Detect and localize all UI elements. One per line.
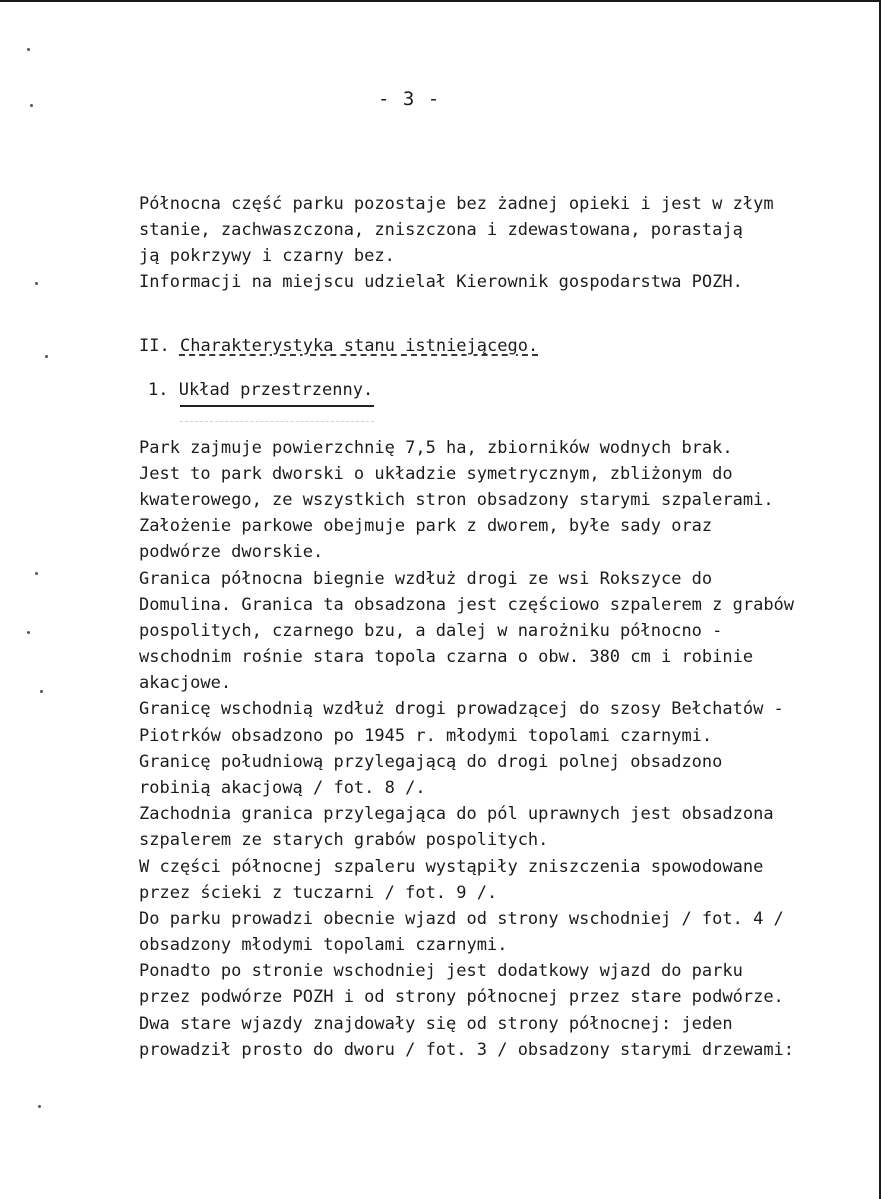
subsection-heading bbox=[148, 380, 373, 400]
intro-line: ją pokrzywy i czarny bez. bbox=[139, 246, 395, 266]
body-line: szpalerem ze starych grabów pospolitych. bbox=[139, 830, 549, 850]
scan-speck bbox=[38, 1105, 41, 1108]
intro-line: Informacji na miejscu udzielał Kierownik gospodarstwa POZH. bbox=[139, 272, 743, 292]
body-line: Granica północna biegnie wzdłuż drogi ze wsi Rokszyce do bbox=[139, 569, 713, 589]
body-line: Park zajmuje powierzchnię 7,5 ha, zbiorników wodnych brak. bbox=[139, 438, 733, 458]
subsection-number: 1. bbox=[148, 380, 169, 400]
scan-speck bbox=[35, 282, 38, 285]
body-line: przez podwórze POZH i od strony północnej przez stare podwórze. bbox=[139, 987, 784, 1007]
body-line: Zachodnia granica przylegająca do pól uprawnych jest obsadzona bbox=[139, 804, 774, 824]
body-line: Piotrków obsadzono po 1945 r. młodymi topolami czarnymi. bbox=[139, 726, 713, 746]
body-line: prowadził prosto do dworu / fot. 3 / obsadzony starymi drzewami: bbox=[139, 1040, 795, 1060]
body-line: robinią akacjową / fot. 8 /. bbox=[139, 778, 426, 798]
body-line: Założenie parkowe obejmuje park z dworem, byłe sady oraz bbox=[139, 516, 713, 536]
body-line: przez ścieki z tuczarni / fot. 9 /. bbox=[139, 883, 498, 903]
body-line: Ponadto po stronie wschodniej jest dodatkowy wjazd do parku bbox=[139, 961, 743, 981]
body-line: Dwa stare wjazdy znajdowały się od strony północnej: jeden bbox=[139, 1014, 733, 1034]
scan-speck bbox=[27, 631, 30, 634]
scan-speck bbox=[30, 104, 33, 107]
faint-rule bbox=[180, 421, 374, 422]
body-line: Granicę wschodnią wzdłuż drogi prowadzącej do szosy Bełchatów - bbox=[139, 699, 784, 719]
page-number: - 3 - bbox=[378, 88, 441, 110]
body-line: obsadzony młodymi topolami czarnymi. bbox=[139, 935, 508, 955]
body-line: akacjowe. bbox=[139, 673, 232, 693]
body-line: Granicę południową przylegającą do drogi polnej obsadzono bbox=[139, 752, 723, 772]
section-number: II. bbox=[139, 336, 170, 356]
body-line: Do parku prowadzi obecnie wjazd od strony wschodniej / fot. 4 / bbox=[139, 909, 784, 929]
scan-speck bbox=[35, 572, 38, 575]
section-heading bbox=[139, 336, 538, 356]
body-line: pospolitych, czarnego bzu, a dalej w narożniku północno - bbox=[139, 621, 723, 641]
body-line: W części północnej szpaleru wystąpiły zniszczenia spowodowane bbox=[139, 857, 764, 877]
scan-speck bbox=[27, 48, 30, 51]
subsection-title: Układ przestrzenny. bbox=[178, 380, 374, 400]
subsection-underline bbox=[180, 405, 374, 407]
intro-line: Północna część parku pozostaje bez żadnej opieki i jest w złym bbox=[139, 194, 774, 214]
section-title: Charakterystyka stanu istniejącego. bbox=[179, 336, 539, 356]
body-line: wschodnim rośnie stara topola czarna o obw. 380 cm i robinie bbox=[139, 647, 754, 667]
body-line: kwaterowego, ze wszystkich stron obsadzony starymi szpalerami. bbox=[139, 490, 774, 510]
body-line: Domulina. Granica ta obsadzona jest częściowo szpalerem z grabów bbox=[139, 595, 795, 615]
scan-speck bbox=[45, 355, 48, 358]
scan-speck bbox=[40, 690, 43, 693]
body-line: Jest to park dworski o układzie symetrycznym, zbliżonym do bbox=[139, 464, 733, 484]
body-line: podwórze dworskie. bbox=[139, 542, 324, 562]
scan-edge-top bbox=[0, 0, 881, 2]
intro-line: stanie, zachwaszczona, zniszczona i zdewastowana, porastają bbox=[139, 220, 743, 240]
